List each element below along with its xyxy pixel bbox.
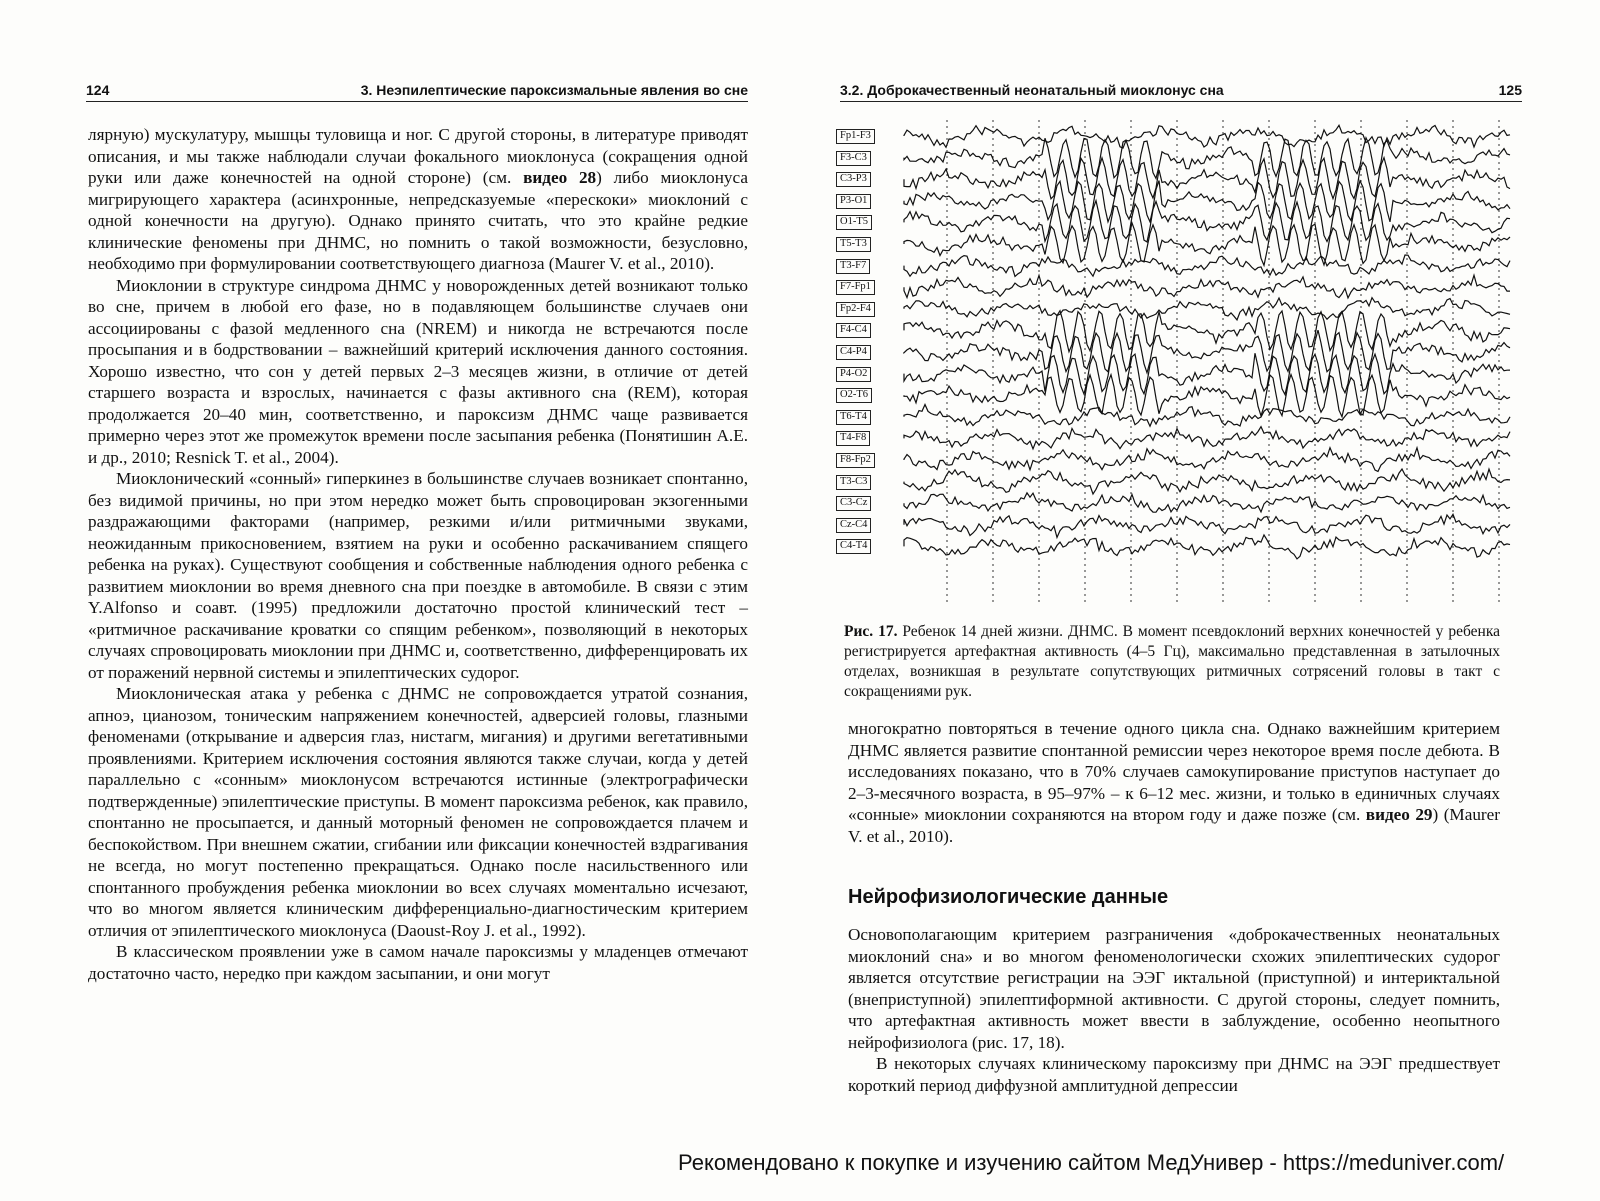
right-body-text: [848, 924, 1500, 1096]
eeg-trace: [904, 311, 1510, 352]
eeg-channel-label: C4-P4: [836, 345, 871, 360]
text-run: Миоклонический «сонный» гиперкинез в большинстве случаев возникает спонтанно, без видимой причины, но при этом нередко может быть спровоцирован экзогенными раздражающими факторами (например, резкими и/или ритмичными звуками, неожиданным прикосновением, взятием на руки и особенно раскачиванием спящего ребенка на руках). Существуют сообщения и собственные наблюдения одного ребенка с развитием миоклонии во время дневного сна при поездке в автомобиле. В связи с этим Y.Alfonso и соавт. (1995) предложили достаточно простой клинический тест – «ритмичное раскачивание кроватки со спящим ребенком», позволяющий в некоторых случаях спровоцировать миоклонии при ДНМС и, соответственно, дифференцировать их от поражений нервной системы и эпилептических судорог.: [88, 469, 748, 682]
eeg-channel-label: P3-O1: [836, 194, 871, 209]
eeg-channel-label: F4-C4: [836, 323, 871, 338]
left-paragraph: [88, 468, 748, 683]
text-run: Миоклоническая атака у ребенка с ДНМС не сопровождается утратой сознания, апноэ, цианозом, тоническим напряжением конечностей, адверсией головы, глазными феноменами (открывание и адверсия глаз, нистагм, мигания) и другими вегетативными проявлениями. Критерием исключения состояния являются также случаи, когда у детей параллельно с «сонным» миоклонусом встречаются истинные (электрографически подтвержденные) эпилептические приступы. В момент пароксизма ребенок, как правило, спонтанно не просыпается, и данный моторный феномен не сопровождается плачем и беспокойством. При внешнем сжатии, сгибании или фиксации конечностей вздрагивания не всегда, но могут постепенно прекращаться. Однако после насильственного или спонтанного пробуждения ребенка миоклонии во всех случаях моментально исчезают, что во многом является клиническим дифференциально-диагностическим критерием отличия от эпилептического миоклонуса (Daoust-Roy J. et al., 1992).: [88, 684, 748, 940]
eeg-channel-label: Fp2-F4: [836, 302, 875, 317]
right-paragraph-3: В некоторых случаях клиническому пароксизму при ДНМС на ЭЭГ предшествует короткий период диффузной амплитудной депрессии: [848, 1054, 1500, 1095]
eeg-channel-label: F7-Fp1: [836, 280, 875, 295]
page-number-right: 125: [1498, 82, 1522, 98]
right-running-head: [840, 76, 1522, 102]
eeg-channel-label: Cz-C4: [836, 518, 871, 533]
left-body-text: [88, 124, 748, 984]
eeg-trace: [904, 405, 1510, 427]
eeg-trace: [904, 255, 1510, 276]
eeg-trace: [904, 469, 1510, 494]
eeg-channel-label: C4-T4: [836, 539, 871, 554]
video-reference: видео 29: [1365, 805, 1433, 824]
eeg-channel-label: O2-T6: [836, 388, 872, 403]
eeg-trace: [904, 535, 1510, 559]
eeg-traces: [832, 114, 1518, 616]
figure-caption: [844, 622, 1500, 702]
left-paragraph: [88, 275, 748, 469]
eeg-figure: [832, 114, 1518, 616]
figure-caption-text: Ребенок 14 дней жизни. ДНМС. В момент псевдоклоний верхних конечностей у ребенка регистрируется артефактная активность (4–5 Гц), максимально представленная в затылочных отделах, возникшая в результате сопутствующих ритмичных сотрясений головы в такт с сокращениями рук.: [844, 623, 1500, 700]
eeg-trace: [904, 375, 1510, 417]
page-number-left: 124: [86, 82, 110, 98]
eeg-channel-label: Fp1-F3: [836, 129, 875, 144]
eeg-channel-label: O1-T5: [836, 215, 872, 230]
running-title-left: 3. Неэпилептические пароксизмальные явления во сне: [360, 82, 748, 98]
eeg-trace: [904, 427, 1510, 449]
footer-watermark: Рекомендовано к покупке и изучению сайтом МедУнивер - https://meduniver.com/: [678, 1150, 1505, 1175]
eeg-channel-label: T3-F7: [836, 259, 870, 274]
text-run: ) либо миоклонуса мигрирующего характера (асинхронные, непредсказуемые «перескоки» миоклоний с одной конечности на другую). Однако принято считать, что это крайне редкие клинические феномены при ДНМС, но помнить о такой возможности, безусловно, необходимо при формулировании соответствующего диагноза (Maurer V. et al., 2010).: [88, 168, 748, 273]
eeg-trace: [904, 275, 1510, 298]
eeg-channel-label: T6-T4: [836, 410, 871, 425]
video-reference: видео 28: [523, 168, 597, 187]
eeg-trace: [904, 514, 1510, 537]
left-paragraph: [88, 683, 748, 941]
eeg-trace: [904, 330, 1510, 373]
right-paragraph-1: [848, 718, 1500, 847]
eeg-channel-label: T5-T3: [836, 237, 871, 252]
running-title-right: 3.2. Доброкачественный неонатальный миоклонус сна: [840, 82, 1224, 98]
left-paragraph: [88, 941, 748, 984]
eeg-channel-label: F3-C3: [836, 151, 871, 166]
eeg-trace: [904, 448, 1510, 472]
text-run: многократно повторяться в течение одного цикла сна. Однако важнейшим критерием ДНМС является развитие спонтанной ремиссии через некоторое время после дебюта. В исследованиях показано, что в 70% случаев самокупирование приступов наступает до 2–3-месячного возраста, в 95–97% – к 6–12 мес. жизни, и только в единичных случаях «сонные» миоклонии сохраняются на втором году и даже позже (см.: [848, 719, 1500, 824]
right-paragraph-2: Основополагающим критерием разграничения «доброкачественных неонатальных миоклоний сна» и во многом феноменологически схожих эпилептических судорог является отсутствие регистрации на ЭЭГ иктальной (приступной) и интериктальной (внеприступной) эпилептиформной активности. С другой стороны, следует помнить, что артефактная активность может ввести в заблуждение, особенно неопытного нейрофизиолога (рис. 17, 18).: [848, 925, 1500, 1052]
eeg-channel-labels: [832, 114, 904, 616]
text-run: ) (Maurer V. et al., 2010).: [848, 805, 1500, 846]
text-run: лярную) мускулатуру, мышцы туловища и ног. С другой стороны, в литературе приводят описания, и мы также наблюдали случаи фокального миоклонуса (сокращения одной руки или даже конечностей на одной стороне) (см.: [88, 125, 748, 187]
eeg-trace: [904, 298, 1510, 320]
text-run: В классическом проявлении уже в самом начале пароксизмы у младенцев отмечают достаточно часто, нередко при каждом засыпании, и они могут: [88, 942, 748, 983]
eeg-channel-label: C3-P3: [836, 172, 871, 187]
right-paragraph-1-text: [848, 718, 1500, 847]
eeg-channel-label: T3-C3: [836, 475, 871, 490]
eeg-trace: [904, 493, 1510, 512]
left-running-head: [86, 76, 748, 102]
section-title: Нейрофизиологические данные: [848, 886, 1169, 908]
eeg-channel-label: C3-Cz: [836, 496, 871, 511]
eeg-channel-label: P4-O2: [836, 367, 871, 382]
eeg-channel-label: T4-F8: [836, 431, 870, 446]
figure-label: Рис. 17.: [844, 623, 898, 640]
text-run: Миоклонии в структуре синдрома ДНМС у новорожденных детей возникают только во сне, причем в любой его фазе, но в подавляющем большинстве случаев они ассоциированы с фазой медленного сна (NREM) и никогда не встречаются после просыпания и в бодрствовании – важнейший критерий исключения данного состояния. Хорошо известно, что сон у детей первых 2–3 месяцев жизни, в отличие от детей старшего возраста и взрослых, начинается с фазы активного сна (REM), которая продолжается 20–40 мин, соответственно, и пароксизм ДНМС чаще развивается примерно через этот же промежуток времени после засыпания ребенка (Понятишин А.Е. и др., 2010; Resnick T. et al., 2004).: [88, 275, 748, 467]
eeg-channel-label: F8-Fp2: [836, 453, 875, 468]
right-page: [800, 0, 1600, 1140]
left-paragraph: [88, 124, 748, 275]
eeg-trace: [904, 201, 1510, 242]
left-page: [0, 0, 790, 1140]
eeg-trace: [904, 158, 1510, 199]
eeg-trace: [904, 125, 1510, 148]
